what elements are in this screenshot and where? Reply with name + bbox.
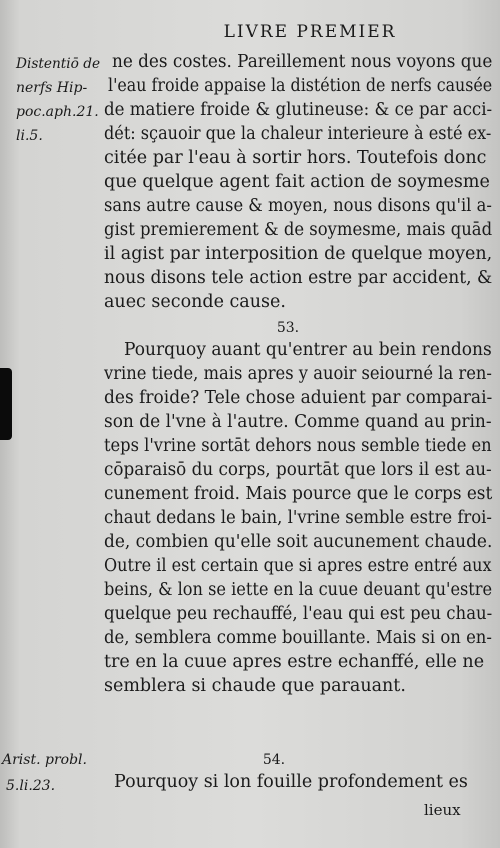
running-head: LIVRE PREMIER xyxy=(223,22,397,42)
text-line: dét: sçauoir que la chaleur interieure à esté ex- xyxy=(104,124,492,144)
text-line: Outre il est certain que si apres estre entré aux xyxy=(104,556,492,576)
text-line: sans autre cause & moyen, nous disons qu'il a- xyxy=(104,196,492,216)
margin-note: 5.li.23. xyxy=(6,778,56,794)
text-line: des froide? Tele chose aduient par comparai- xyxy=(104,388,493,408)
text-line: teps l'vrine sortāt dehors nous semble tiede en xyxy=(104,436,492,456)
margin-note: Distentiō de xyxy=(16,56,101,72)
text-line: il agist par interposition de quelque moyen, xyxy=(104,244,493,264)
text-line: beins, & lon se iette en la cuue deuant qu'estre xyxy=(104,580,493,600)
text-line: de, combien qu'elle soit aucunement chaude. xyxy=(104,532,493,552)
text-line: tre en la cuue apres estre echanffé, elle ne xyxy=(104,652,485,672)
margin-note: Arist. probl. xyxy=(2,752,87,768)
section-number: 53. xyxy=(276,320,300,336)
text-line: l'eau froide appaise la distétion de nerfs causée xyxy=(108,76,493,96)
margin-note: poc.aph.21. xyxy=(16,104,99,120)
text-line: gist premierement & de soymesme, mais quād xyxy=(104,220,493,240)
text-line: quelque peu rechauffé, l'eau qui est peu chau- xyxy=(104,604,493,624)
text-line: de, semblera comme bouillante. Mais si on en- xyxy=(104,628,492,648)
text-line: citée par l'eau à sortir hors. Toutefois donc xyxy=(104,148,487,168)
page-edge-tab xyxy=(0,368,12,440)
margin-note: li.5. xyxy=(16,128,43,144)
text-line: de matiere froide & glutineuse: & ce par acci- xyxy=(104,100,493,120)
text-line: que quelque agent fait action de soymesme xyxy=(104,172,490,192)
text-line: cōparaisō du corps, pourtāt que lors il est au- xyxy=(104,460,492,480)
text-line: nous disons tele action estre par accident, & xyxy=(104,268,493,288)
text-line: Pourquoy si lon fouille profondement es xyxy=(114,772,468,792)
text-line: ne des costes. Pareillement nous voyons que xyxy=(112,52,493,72)
text-line: Pourquoy auant qu'entrer au bein rendons xyxy=(124,340,492,360)
text-line: vrine tiede, mais apres y auoir seiourné la ren- xyxy=(104,364,492,384)
catchword: lieux xyxy=(424,801,461,819)
section-number: 54. xyxy=(262,752,286,768)
text-line: chaut dedans le bain, l'vrine semble estre froi- xyxy=(104,508,492,528)
text-line: cunement froid. Mais pource que le corps est xyxy=(104,484,493,504)
text-line: semblera si chaude que parauant. xyxy=(104,676,406,696)
text-line: auec seconde cause. xyxy=(104,292,286,312)
margin-note: nerfs Hip- xyxy=(16,80,88,96)
text-line: son de l'vne à l'autre. Comme quand au prin- xyxy=(104,412,492,432)
